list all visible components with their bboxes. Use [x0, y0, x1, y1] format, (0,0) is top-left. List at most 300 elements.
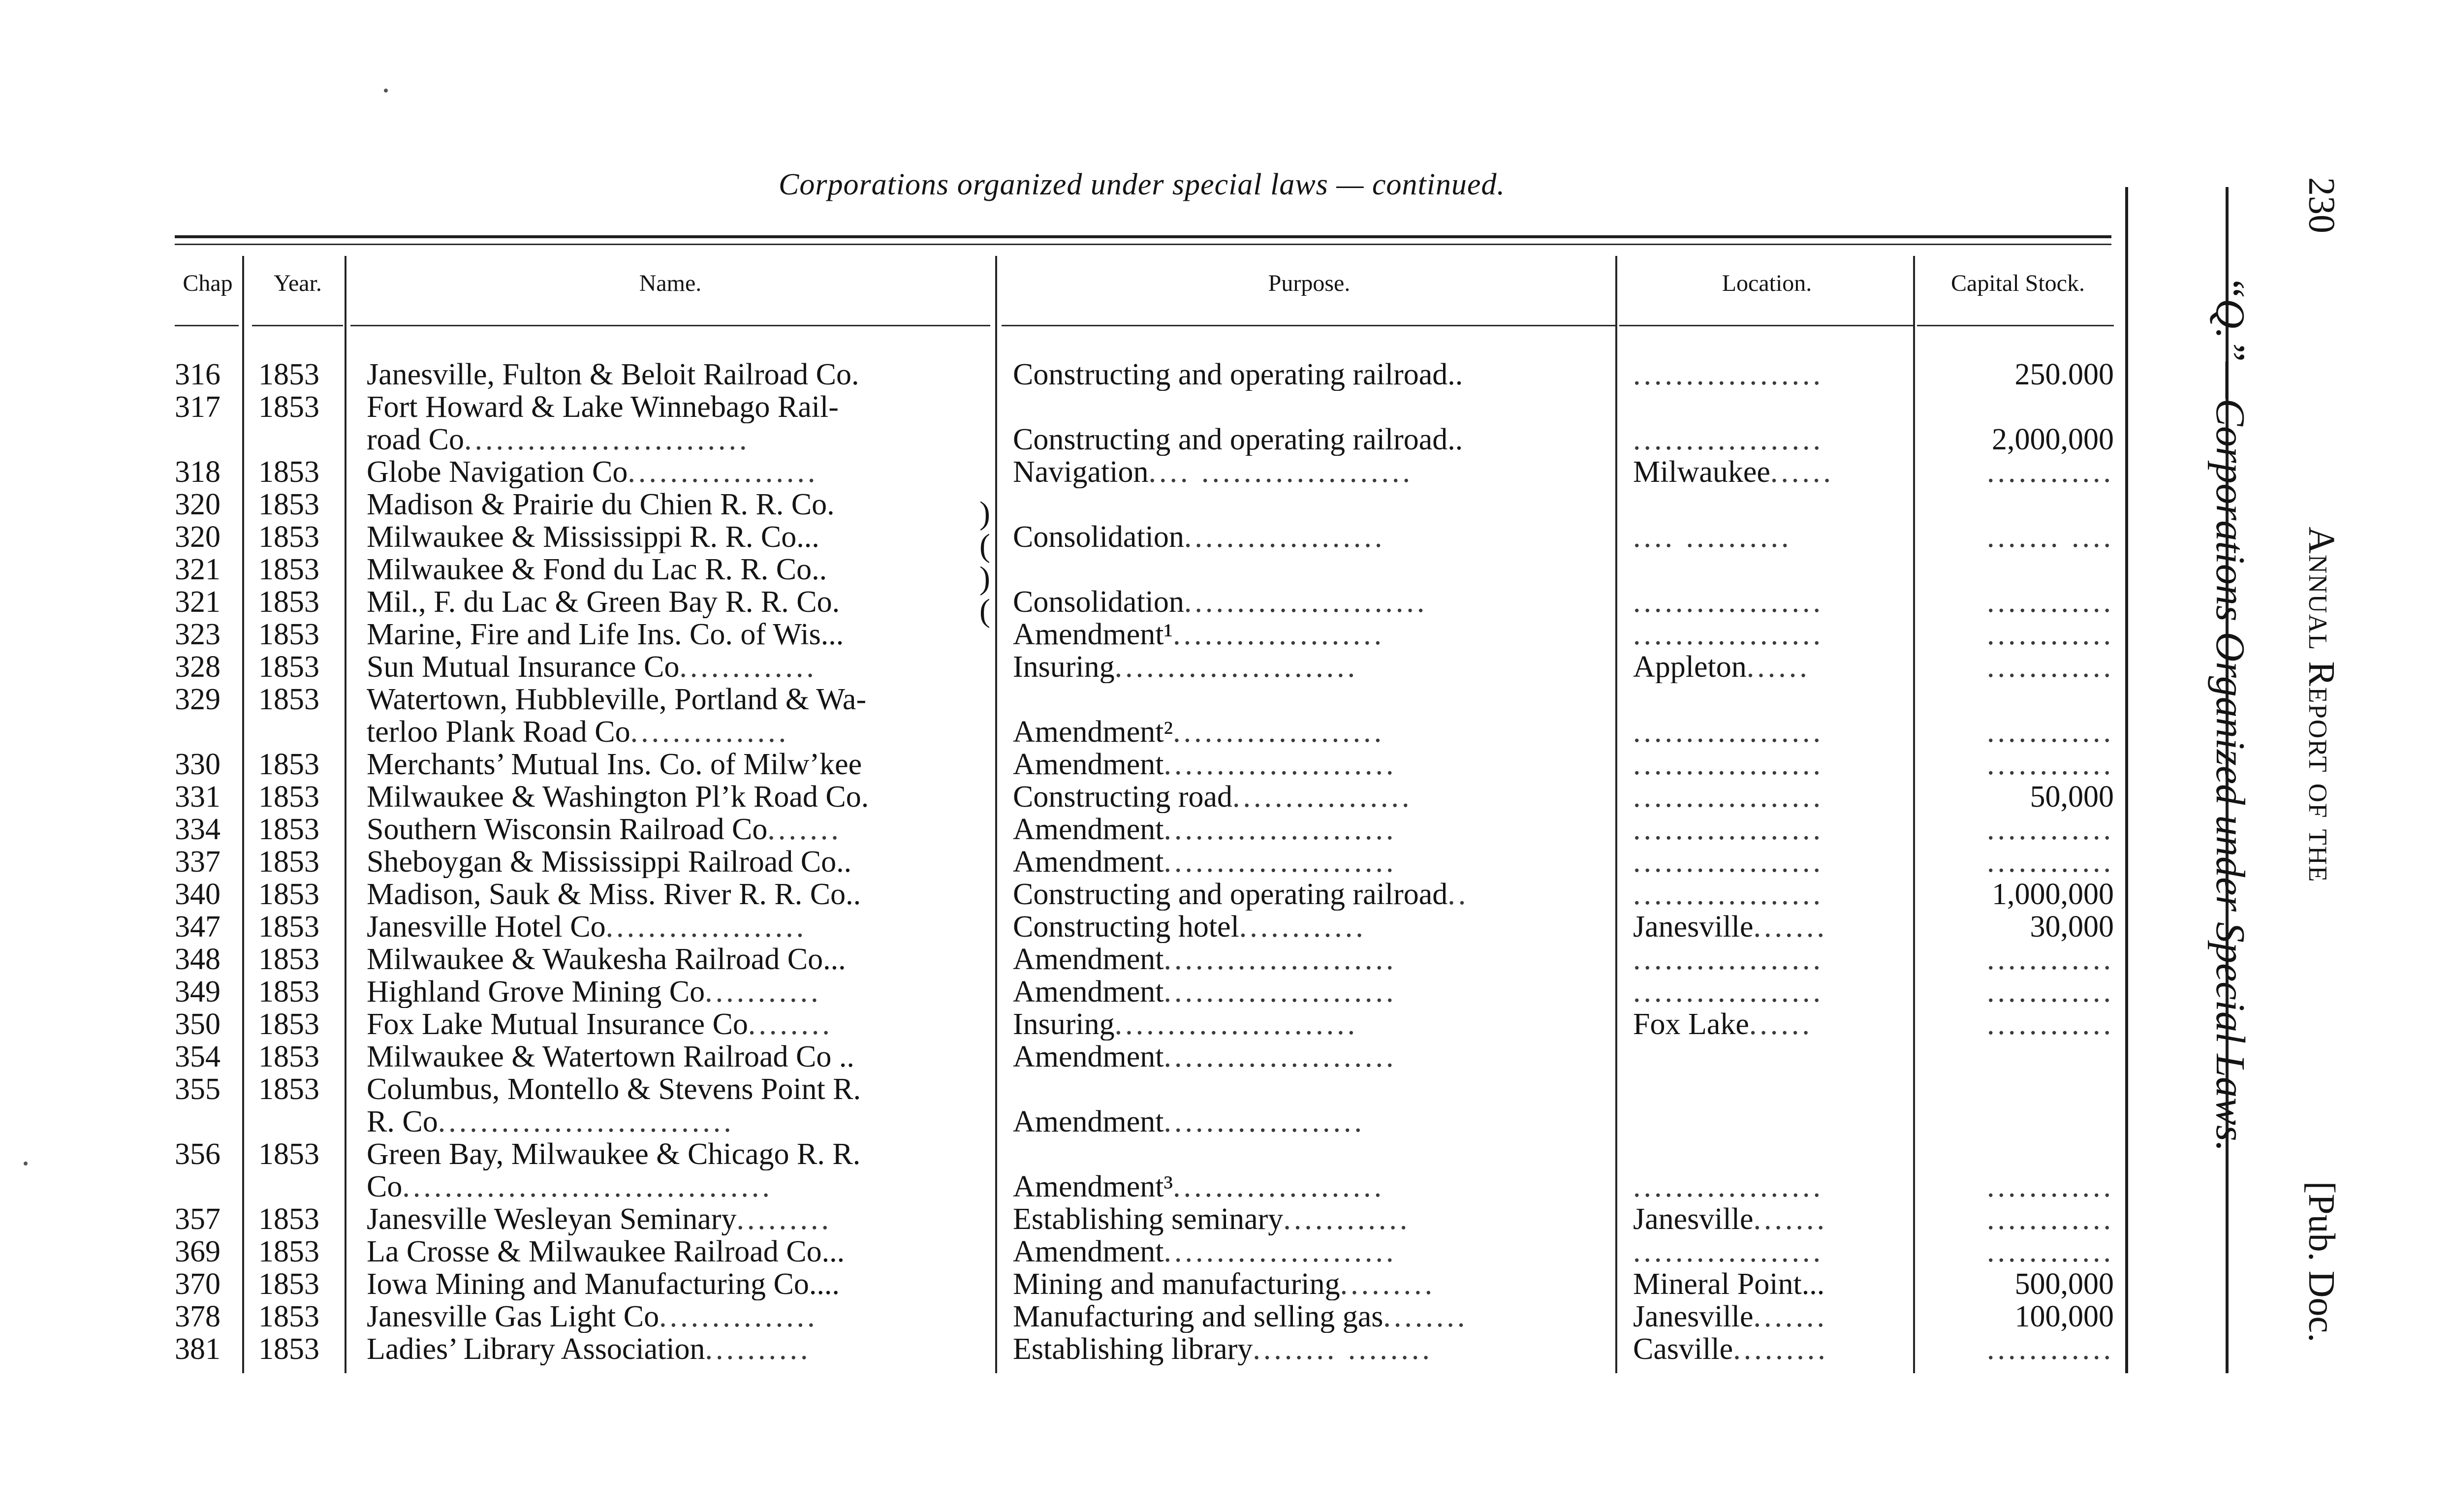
dot-leader: ......... [1733, 1333, 1828, 1365]
cell-chap-text: 349 [175, 976, 220, 1008]
cell-capital [1917, 1333, 2114, 1365]
cell-location [1633, 1235, 1909, 1268]
dot-leader: ...................... [1163, 943, 1397, 976]
cell-purpose-text: Constructing and operating railroad.. [1013, 358, 1463, 391]
cell-name [367, 456, 989, 488]
cell-capital [1917, 911, 2114, 943]
dot-leader: .................. [1633, 878, 1823, 911]
dot-leader: ............ [1987, 1203, 2114, 1235]
cell-chap [175, 1008, 241, 1040]
cell-year-text: 1853 [258, 781, 319, 813]
cell-purpose [1013, 423, 1608, 456]
underline-chap [175, 325, 239, 326]
cell-year [258, 456, 337, 488]
dot-leader: ...... [1746, 651, 1810, 683]
table-row [0, 521, 2116, 553]
cell-chap [175, 781, 241, 813]
cell-year [258, 1073, 337, 1105]
cell-name-text: Fort Howard & Lake Winnebago Rail- [367, 391, 839, 423]
cell-chap [175, 1138, 241, 1170]
table-row [0, 1073, 2116, 1105]
cell-capital [1917, 813, 2114, 846]
cell-chap [175, 1300, 241, 1333]
cell-year [258, 1203, 337, 1235]
header-purpose: Purpose. [1268, 270, 1351, 296]
cell-capital-text: 2,000,000 [1992, 423, 2114, 456]
cell-purpose [1013, 976, 1608, 1008]
cell-year-text: 1853 [258, 358, 319, 391]
dot-leader: ................. [1232, 781, 1413, 813]
cell-year [258, 618, 337, 651]
cell-location-text: Janesville [1633, 1300, 1754, 1333]
table-row [0, 1170, 2116, 1203]
table-row [0, 683, 2116, 716]
cell-name [367, 846, 989, 878]
dot-leader: .................... [1173, 618, 1385, 651]
cell-chap-text: 356 [175, 1138, 220, 1170]
cell-name [367, 423, 989, 456]
cell-purpose-text: Constructing and operating railroad.. [1013, 423, 1463, 456]
header-year: Year. [274, 270, 322, 296]
dot-leader: .................. [1633, 813, 1823, 846]
dot-leader: ............ [1239, 911, 1366, 943]
cell-name-text: Highland Grove Mining Co [367, 976, 705, 1008]
cell-chap [175, 878, 241, 911]
cell-year [258, 1300, 337, 1333]
table-row [0, 1268, 2116, 1300]
dot-leader: ............ [1987, 813, 2114, 846]
cell-year [258, 748, 337, 781]
cell-capital [1917, 1170, 2114, 1203]
table-row [0, 1138, 2116, 1170]
cell-chap-text: 321 [175, 553, 220, 586]
cell-chap-text: 323 [175, 618, 220, 651]
cell-purpose-text: Manufacturing and selling gas [1013, 1300, 1383, 1333]
cell-name [367, 943, 989, 976]
cell-location [1633, 976, 1909, 1008]
cell-purpose [1013, 813, 1608, 846]
cell-location [1633, 1300, 1909, 1333]
cell-name [367, 618, 989, 651]
dot-leader: ............. [679, 651, 817, 683]
cell-purpose [1013, 1203, 1608, 1235]
cell-location [1633, 1333, 1909, 1365]
cell-purpose-text: Amendment² [1013, 716, 1173, 748]
cell-name-text: Globe Navigation Co [367, 456, 628, 488]
cell-capital [1917, 618, 2114, 651]
cell-name [367, 911, 989, 943]
cell-year [258, 976, 337, 1008]
dot-leader: ...................... [1163, 846, 1397, 878]
cell-year-text: 1853 [258, 1235, 319, 1268]
cell-location [1633, 748, 1909, 781]
dot-leader: ....................... [1184, 586, 1428, 618]
table-row [0, 976, 2116, 1008]
cell-chap-text: 331 [175, 781, 220, 813]
underline-name [350, 325, 990, 326]
cell-purpose-text: Insuring [1013, 1008, 1115, 1040]
cell-year [258, 1333, 337, 1365]
cell-purpose [1013, 358, 1608, 391]
cell-year [258, 943, 337, 976]
dot-leader: ................................... [402, 1170, 773, 1203]
cell-chap-text: 334 [175, 813, 220, 846]
cell-name-text: Green Bay, Milwaukee & Chicago R. R. [367, 1138, 861, 1170]
cell-chap-text: 370 [175, 1268, 220, 1300]
dot-leader: .................. [1633, 358, 1823, 391]
cell-chap [175, 488, 241, 521]
cell-name [367, 781, 989, 813]
cell-capital [1917, 1203, 2114, 1235]
table-row [0, 423, 2116, 456]
cell-location-text: Milwaukee [1633, 456, 1770, 488]
dot-leader: ........ ........ [1253, 1333, 1433, 1365]
top-rule [175, 235, 2111, 238]
cell-year-text: 1853 [258, 521, 319, 553]
running-head [2264, 177, 2343, 1408]
cell-purpose [1013, 716, 1608, 748]
cell-capital [1917, 976, 2114, 1008]
cell-year-text: 1853 [258, 748, 319, 781]
cell-chap [175, 1268, 241, 1300]
cell-chap [175, 553, 241, 586]
underline-purpose [1002, 325, 1617, 326]
dot-leader: .... .................... [1148, 456, 1413, 488]
cell-location-text: Fox Lake [1633, 1008, 1749, 1040]
dot-leader: ....... [1753, 1300, 1827, 1333]
dot-leader: ............ [1987, 748, 2114, 781]
cell-name-text: Janesville Gas Light Co [367, 1300, 660, 1333]
cell-purpose [1013, 846, 1608, 878]
cell-year [258, 1138, 337, 1170]
table-row [0, 813, 2116, 846]
dot-leader: .................... [1173, 1170, 1385, 1203]
table-row [0, 1008, 2116, 1040]
table-row [0, 846, 2116, 878]
cell-capital-text: 50,000 [2030, 781, 2114, 813]
cell-chap-text: 330 [175, 748, 220, 781]
cell-location [1633, 716, 1909, 748]
cell-name [367, 521, 989, 553]
cell-year [258, 878, 337, 911]
cell-purpose [1013, 781, 1608, 813]
table-row [0, 618, 2116, 651]
cell-location [1633, 521, 1909, 553]
cell-year [258, 488, 337, 521]
cell-purpose [1013, 1300, 1608, 1333]
cell-capital [1917, 878, 2114, 911]
cell-year [258, 1268, 337, 1300]
cell-year [258, 1040, 337, 1073]
cell-location-text: Casville [1633, 1333, 1733, 1365]
page-number: 230 [2301, 177, 2342, 233]
cell-chap [175, 943, 241, 976]
cell-purpose [1013, 748, 1608, 781]
dot-leader: .................. [1633, 716, 1823, 748]
cell-capital-text: 500,000 [2014, 1268, 2114, 1300]
cell-name-text: Sheboygan & Mississippi Railroad Co.. [367, 846, 852, 878]
cell-name [367, 1138, 989, 1170]
cell-location [1633, 358, 1909, 391]
dot-leader: ...................... [1163, 976, 1397, 1008]
cell-year-text: 1853 [258, 878, 319, 911]
table-row [0, 1235, 2116, 1268]
cell-name [367, 1008, 989, 1040]
table-row [0, 1333, 2116, 1365]
cell-purpose-text: Constructing hotel [1013, 911, 1239, 943]
cell-chap-text: 328 [175, 651, 220, 683]
table-row [0, 911, 2116, 943]
cell-name [367, 488, 989, 521]
cell-purpose-text: Mining and manufacturing [1013, 1268, 1340, 1300]
cell-year [258, 683, 337, 716]
cell-chap-text: 348 [175, 943, 220, 976]
cell-year-text: 1853 [258, 846, 319, 878]
cell-capital [1917, 586, 2114, 618]
cell-year [258, 846, 337, 878]
cell-chap [175, 1235, 241, 1268]
cell-year-text: 1853 [258, 1073, 319, 1105]
cell-name-text: Ladies’ Library Association [367, 1333, 705, 1365]
cell-location [1633, 618, 1909, 651]
dot-leader: ...................... [1163, 748, 1397, 781]
cell-chap [175, 618, 241, 651]
cell-chap [175, 1333, 241, 1365]
cell-name [367, 683, 989, 716]
table-row [0, 358, 2116, 391]
cell-location [1633, 911, 1909, 943]
cell-purpose [1013, 651, 1608, 683]
dot-leader: ...................... [1163, 813, 1397, 846]
dot-leader: ....... [1753, 911, 1827, 943]
dot-leader: .................. [1633, 1235, 1823, 1268]
cell-capital [1917, 1008, 2114, 1040]
cell-purpose-text: Amendment [1013, 1235, 1164, 1268]
cell-year-text: 1853 [258, 488, 319, 521]
cell-year-text: 1853 [258, 1138, 319, 1170]
cell-purpose [1013, 521, 1608, 553]
cell-purpose-text: Amendment [1013, 976, 1164, 1008]
cell-name [367, 1333, 989, 1365]
cell-chap-text: 320 [175, 521, 220, 553]
cell-purpose [1013, 1008, 1608, 1040]
cell-purpose [1013, 1040, 1608, 1073]
dot-leader: .................. [628, 456, 818, 488]
consolidation-brace-lower-end: ( [979, 593, 990, 629]
cell-location [1633, 846, 1909, 878]
dot-leader: .................. [1633, 748, 1823, 781]
header-capital: Capital Stock. [1951, 270, 2085, 296]
cell-name [367, 1235, 989, 1268]
dot-leader: .................. [1633, 586, 1823, 618]
cell-chap-text: 357 [175, 1203, 220, 1235]
cell-chap-text: 317 [175, 391, 220, 423]
cell-name-text: Janesville Wesleyan Seminary [367, 1203, 737, 1235]
dot-leader: ............................ [438, 1105, 734, 1138]
cell-name [367, 553, 989, 586]
cell-purpose-text: Amendment [1013, 943, 1164, 976]
underline-location [1619, 325, 1915, 326]
cell-year [258, 391, 337, 423]
cell-chap-text: 318 [175, 456, 220, 488]
cell-year [258, 1235, 337, 1268]
cell-chap [175, 1203, 241, 1235]
cell-year-text: 1853 [258, 911, 319, 943]
cell-capital [1917, 1300, 2114, 1333]
cell-year-text: 1853 [258, 943, 319, 976]
table-row [0, 586, 2116, 618]
cell-chap [175, 748, 241, 781]
dot-leader: ............ [1283, 1203, 1411, 1235]
cell-year-text: 1853 [258, 1300, 319, 1333]
cell-location [1633, 1203, 1909, 1235]
cell-chap-text: 369 [175, 1235, 220, 1268]
table-caption: Corporations organized under special laws — continued. [779, 168, 1505, 201]
cell-chap [175, 391, 241, 423]
cell-purpose [1013, 456, 1608, 488]
dot-leader: ....................... [1114, 1008, 1358, 1040]
cell-location [1633, 813, 1909, 846]
dot-leader: ........... [705, 976, 821, 1008]
cell-name-text: Iowa Mining and Manufacturing Co.... [367, 1268, 840, 1300]
cell-capital [1917, 651, 2114, 683]
cell-purpose-text: Amendment³ [1013, 1170, 1173, 1203]
cell-chap [175, 586, 241, 618]
cell-year [258, 358, 337, 391]
dot-leader: .................. [1633, 618, 1823, 651]
cell-chap [175, 1073, 241, 1105]
cell-name [367, 1203, 989, 1235]
cell-chap [175, 976, 241, 1008]
consolidation-brace-upper-end: ( [979, 528, 990, 564]
cell-name-text: Fox Lake Mutual Insurance Co [367, 1008, 748, 1040]
cell-name [367, 748, 989, 781]
cell-name-text: Watertown, Hubbleville, Portland & Wa- [367, 683, 867, 716]
cell-purpose-text: Constructing road [1013, 781, 1232, 813]
consolidation-brace-upper: ) [979, 495, 990, 531]
cell-chap [175, 683, 241, 716]
cell-name [367, 586, 989, 618]
cell-capital [1917, 521, 2114, 553]
dot-leader: ............ [1987, 1235, 2114, 1268]
side-title: “Q.”—Corporations Organized under Special Laws. [2207, 276, 2253, 1152]
cell-name [367, 878, 989, 911]
dot-leader: ......... [1340, 1268, 1436, 1300]
cell-chap [175, 521, 241, 553]
table-row [0, 1300, 2116, 1333]
cell-purpose [1013, 1333, 1608, 1365]
dot-leader: .... .......... [1633, 521, 1792, 553]
cell-location [1633, 1268, 1909, 1300]
cell-name-text: Merchants’ Mutual Ins. Co. of Milw’kee [367, 748, 862, 781]
table-row [0, 716, 2116, 748]
cell-year [258, 651, 337, 683]
cell-location [1633, 651, 1909, 683]
cell-purpose-text: Amendment [1013, 748, 1164, 781]
cell-year [258, 911, 337, 943]
table-row [0, 1203, 2116, 1235]
cell-name-text: Madison, Sauk & Miss. River R. R. Co.. [367, 878, 861, 911]
cell-name-text: Columbus, Montello & Stevens Point R. [367, 1073, 861, 1105]
consolidation-brace-lower: ) [979, 560, 990, 596]
cell-name [367, 976, 989, 1008]
table-row [0, 943, 2116, 976]
dot-leader: ...................... [1163, 1235, 1397, 1268]
dot-leader: ....... [1753, 1203, 1827, 1235]
cell-purpose-text: Navigation [1013, 456, 1149, 488]
dot-leader: ....................... [1114, 651, 1358, 683]
cell-purpose-text: Consolidation [1013, 521, 1184, 553]
cell-year-text: 1853 [258, 1203, 319, 1235]
cell-name-text: Milwaukee & Watertown Railroad Co .. [367, 1040, 854, 1073]
dot-leader: ............ [1987, 976, 2114, 1008]
dot-leader: ......... [736, 1203, 832, 1235]
cell-location [1633, 781, 1909, 813]
cell-chap-text: 321 [175, 586, 220, 618]
cell-name-text: Milwaukee & Washington Pl’k Road Co. [367, 781, 869, 813]
cell-name-text: Sun Mutual Insurance Co [367, 651, 680, 683]
cell-name-text: Janesville, Fulton & Beloit Railroad Co. [367, 358, 859, 391]
cell-chap-text: 347 [175, 911, 220, 943]
cell-chap-text: 316 [175, 358, 220, 391]
dot-leader: .................. [1633, 943, 1823, 976]
cell-chap-text: 381 [175, 1333, 220, 1365]
cell-capital-text: 100,000 [2014, 1300, 2114, 1333]
dot-leader: ...... [1770, 456, 1834, 488]
cell-location [1633, 586, 1909, 618]
cell-year [258, 781, 337, 813]
cell-name-text: Milwaukee & Fond du Lac R. R. Co.. [367, 553, 827, 586]
cell-purpose [1013, 878, 1608, 911]
dot-leader: ............ [1987, 943, 2114, 976]
cell-location [1633, 1170, 1909, 1203]
cell-name [367, 716, 989, 748]
dot-leader: ...... [1749, 1008, 1813, 1040]
cell-year-text: 1853 [258, 553, 319, 586]
cell-name [367, 391, 989, 423]
cell-purpose-text: Amendment [1013, 1040, 1164, 1073]
cell-name-text: Madison & Prairie du Chien R. R. Co. [367, 488, 835, 521]
cell-location [1633, 1008, 1909, 1040]
cell-location [1633, 423, 1909, 456]
cell-year-text: 1853 [258, 683, 319, 716]
cell-location-text: Janesville [1633, 911, 1754, 943]
cell-capital [1917, 423, 2114, 456]
cell-capital [1917, 456, 2114, 488]
dot-leader: ........ [748, 1008, 833, 1040]
cell-purpose [1013, 911, 1608, 943]
cell-purpose-text: Amendment [1013, 846, 1164, 878]
cell-name-text: Southern Wisconsin Railroad Co [367, 813, 768, 846]
cell-name-text: Milwaukee & Mississippi R. R. Co... [367, 521, 819, 553]
cell-name-text: La Crosse & Milwaukee Railroad Co... [367, 1235, 845, 1268]
cell-capital [1917, 748, 2114, 781]
cell-chap-text: 354 [175, 1040, 220, 1073]
cell-chap-text: 340 [175, 878, 220, 911]
cell-location [1633, 456, 1909, 488]
cell-capital [1917, 846, 2114, 878]
cell-chap-text: 350 [175, 1008, 220, 1040]
table-row [0, 1105, 2116, 1138]
cell-year-text: 1853 [258, 1008, 319, 1040]
cell-chap-text: 329 [175, 683, 220, 716]
dot-leader: .................. [1633, 423, 1823, 456]
dot-leader: .................. [1633, 846, 1823, 878]
cell-capital-text: 30,000 [2030, 911, 2114, 943]
document-label: [Pub. Doc. [2301, 1181, 2342, 1343]
header-name: Name. [639, 270, 702, 296]
cell-year-text: 1853 [258, 1040, 319, 1073]
